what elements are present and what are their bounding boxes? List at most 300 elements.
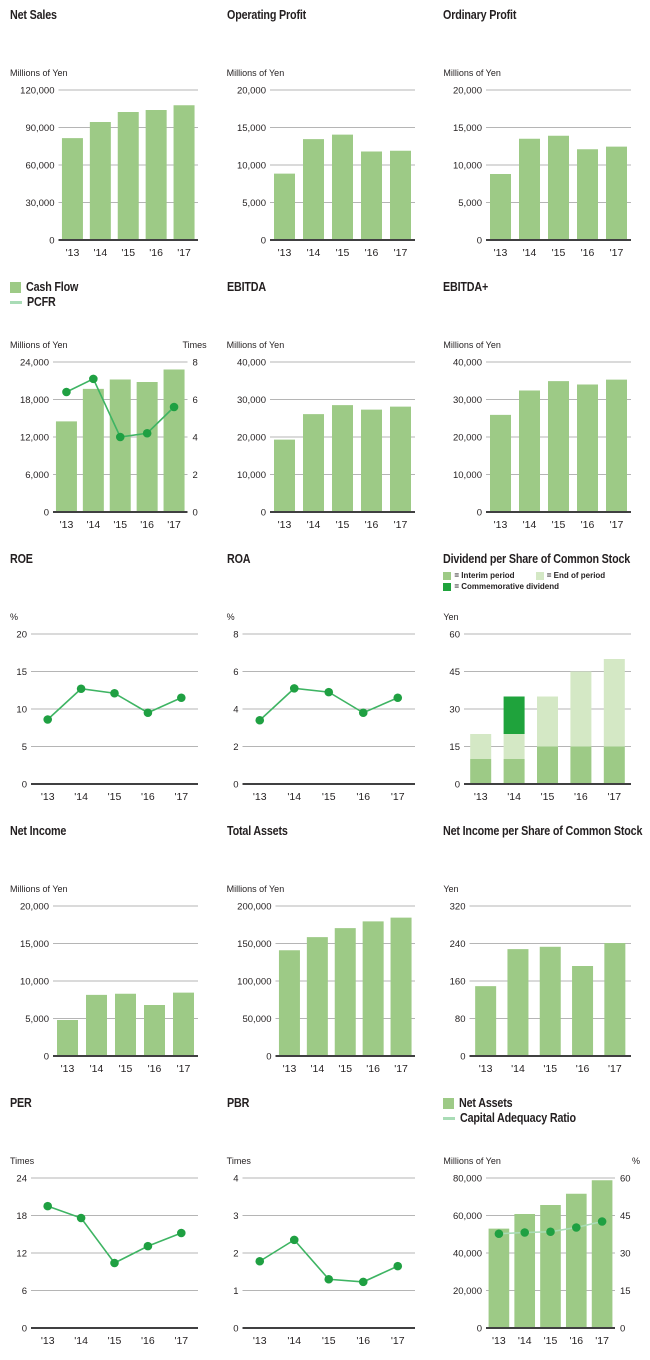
bar <box>606 380 627 512</box>
x-tick-label: '15 <box>321 1335 336 1347</box>
y-tick-label: 20,000 <box>453 1285 483 1297</box>
data-line <box>48 1206 182 1263</box>
data-point <box>177 1229 186 1238</box>
chart-canvas <box>443 356 639 536</box>
chart-canvas <box>10 84 206 264</box>
legend-item <box>536 570 640 581</box>
bar <box>548 381 569 512</box>
data-point <box>89 375 98 384</box>
bar <box>332 405 353 512</box>
y-tick-label: 15,000 <box>19 938 49 950</box>
legend-label: Capital Adequacy Ratio <box>460 1111 577 1125</box>
y-tick-label: 15,000 <box>453 122 483 134</box>
chart-title: Net Income per Share of Common Stock <box>443 824 643 838</box>
y2-tick-label: 8 <box>192 357 198 369</box>
chart-canvas <box>227 1172 423 1352</box>
x-tick-label: '16 <box>356 791 370 803</box>
y2-tick-label: 0 <box>192 507 198 519</box>
bar <box>577 149 598 240</box>
axis-unit-left: Millions of Yen <box>226 68 285 78</box>
x-tick-label: '15 <box>118 1063 133 1075</box>
y-tick-label: 20 <box>16 629 27 641</box>
data-point <box>572 1223 581 1232</box>
chart-dividend-per-share <box>433 544 650 816</box>
chart-canvas <box>10 1172 206 1352</box>
x-tick-label: '13 <box>493 247 508 259</box>
data-point <box>290 684 299 693</box>
x-tick-label: '13 <box>282 1063 296 1075</box>
data-point <box>393 693 402 702</box>
axis-units-row <box>227 884 424 895</box>
legend-label: Cash Flow <box>26 280 79 294</box>
axis-units-row <box>443 884 640 895</box>
chart-canvas <box>10 900 206 1080</box>
bar <box>118 112 139 240</box>
bar <box>86 995 107 1056</box>
x-tick-label: '13 <box>252 1335 267 1347</box>
axis-units-row <box>10 68 207 79</box>
x-tick-label: '16 <box>576 1063 590 1075</box>
bar-segment <box>571 672 592 747</box>
bar <box>390 151 411 240</box>
x-tick-label: '17 <box>393 247 407 259</box>
chart-canvas <box>227 628 423 808</box>
data-point <box>290 1236 299 1245</box>
y-tick-label: 100,000 <box>236 976 272 988</box>
legend-square-swatch-icon <box>536 572 544 580</box>
x-tick-label: '17 <box>174 1335 189 1347</box>
bar <box>475 986 496 1056</box>
legend-line-swatch-icon <box>443 1117 455 1120</box>
bar <box>110 380 131 513</box>
x-tick-label: '14 <box>74 791 88 803</box>
y-tick-label: 320 <box>449 901 466 913</box>
bar <box>274 174 295 240</box>
x-tick-label: '14 <box>86 519 101 531</box>
y-tick-label: 10 <box>16 704 27 716</box>
y-tick-label: 4 <box>232 1173 239 1185</box>
y-tick-label: 8 <box>232 629 239 641</box>
x-tick-label: '14 <box>306 247 320 259</box>
x-tick-label: '14 <box>522 247 537 259</box>
data-point <box>393 1262 402 1271</box>
axis-units-row <box>227 1156 424 1167</box>
x-tick-label: '17 <box>167 519 181 531</box>
x-tick-label: '14 <box>518 1335 532 1347</box>
bar <box>115 994 136 1056</box>
y-tick-label: 50,000 <box>242 1013 272 1025</box>
y-tick-label: 20,000 <box>453 85 483 97</box>
y-tick-label: 0 <box>232 779 239 791</box>
y-tick-label: 60 <box>449 629 461 641</box>
x-tick-label: '16 <box>580 519 595 531</box>
chart-canvas <box>443 84 639 264</box>
axis-unit-left: Millions of Yen <box>10 340 68 350</box>
x-tick-label: '14 <box>74 1335 88 1347</box>
y-tick-label: 0 <box>232 1323 239 1335</box>
chart-title: Ordinary Profit <box>443 8 517 22</box>
data-point <box>110 1259 119 1268</box>
bar <box>303 414 324 512</box>
y-tick-label: 0 <box>260 507 266 519</box>
axis-unit-left: Yen <box>443 612 459 622</box>
bar <box>548 136 569 240</box>
y2-tick-label: 0 <box>620 1323 626 1335</box>
x-tick-label: '14 <box>306 519 320 531</box>
chart-title: Dividend per Share of Common Stock <box>443 552 631 566</box>
data-point <box>177 693 186 702</box>
y-tick-label: 20,000 <box>236 85 266 97</box>
data-point <box>547 1227 556 1236</box>
axis-unit-left: Millions of Yen <box>10 884 68 894</box>
y-tick-label: 0 <box>477 235 483 247</box>
legend-square-swatch-icon <box>443 572 451 580</box>
x-tick-label: '13 <box>59 519 74 531</box>
bar <box>62 138 83 240</box>
y-tick-label: 1 <box>232 1285 239 1297</box>
chart-cash-flow-pcfr <box>0 272 217 544</box>
y-tick-label: 0 <box>43 1051 49 1063</box>
x-tick-label: '16 <box>141 1335 155 1347</box>
y-tick-label: 60,000 <box>25 160 55 172</box>
axis-units-row <box>10 612 207 623</box>
y-tick-label: 30,000 <box>25 197 55 209</box>
bar <box>390 407 411 512</box>
axis-units-row <box>227 68 424 79</box>
bar-segment <box>537 747 558 785</box>
chart-canvas <box>10 628 206 808</box>
y-tick-label: 40,000 <box>236 357 266 369</box>
x-tick-label: '15 <box>543 1335 558 1347</box>
x-tick-label: '16 <box>574 791 589 803</box>
y-tick-label: 3 <box>232 1210 239 1222</box>
y-tick-label: 10,000 <box>19 976 49 988</box>
chart-net-income <box>0 816 217 1088</box>
y-tick-label: 10,000 <box>453 160 483 172</box>
chart-operating-profit <box>217 0 434 272</box>
x-tick-label: '15 <box>338 1063 352 1075</box>
legend-label: = Interim period <box>454 571 515 580</box>
data-point <box>255 716 264 725</box>
x-tick-label: '14 <box>287 791 301 803</box>
bar-segment <box>504 697 525 735</box>
x-tick-label: '17 <box>609 247 624 259</box>
chart-canvas <box>227 900 423 1080</box>
y-tick-label: 24,000 <box>19 357 49 369</box>
y-tick-label: 20,000 <box>453 432 483 444</box>
legend-item <box>443 570 535 581</box>
x-tick-label: '17 <box>393 1063 408 1075</box>
y-tick-label: 0 <box>477 1323 483 1335</box>
x-tick-label: '14 <box>522 519 537 531</box>
bar <box>274 440 295 512</box>
x-tick-label: '16 <box>364 247 378 259</box>
x-tick-label: '14 <box>93 247 108 259</box>
legend-item <box>443 1111 640 1126</box>
y-tick-label: 10,000 <box>453 469 483 481</box>
legend-square-swatch-icon <box>443 1098 454 1109</box>
y-tick-label: 18 <box>16 1210 27 1222</box>
chart-title: Operating Profit <box>226 8 306 22</box>
y-tick-label: 60,000 <box>453 1210 483 1222</box>
x-tick-label: '13 <box>479 1063 493 1075</box>
data-point <box>521 1228 530 1237</box>
chart-canvas <box>443 1172 639 1352</box>
bar <box>361 410 382 512</box>
legend-label: = Commemorative dividend <box>454 582 560 591</box>
y2-tick-label: 4 <box>192 432 198 444</box>
x-tick-label: '13 <box>277 247 291 259</box>
bar <box>508 949 529 1056</box>
data-point <box>144 708 153 717</box>
chart-title: Total Assets <box>226 824 288 838</box>
y-tick-label: 0 <box>265 1051 272 1063</box>
bar-segment <box>504 759 525 784</box>
axis-units-row <box>10 340 207 351</box>
x-tick-label: '15 <box>335 247 349 259</box>
bar <box>174 105 195 240</box>
chart-total-assets <box>217 816 434 1088</box>
chart-canvas <box>227 356 423 536</box>
bar <box>541 1205 562 1328</box>
bar <box>137 382 158 512</box>
x-tick-label: '13 <box>60 1063 75 1075</box>
bar <box>307 937 328 1056</box>
x-tick-label: '13 <box>277 519 291 531</box>
axis-unit-left: % <box>226 612 235 622</box>
bar <box>519 391 540 513</box>
y-tick-label: 10,000 <box>236 160 266 172</box>
y-tick-label: 120,000 <box>20 85 55 97</box>
axis-units-row <box>443 1156 640 1167</box>
x-tick-label: '14 <box>287 1335 301 1347</box>
axis-unit-left: Yen <box>443 884 459 894</box>
legend-label: Net Assets <box>459 1096 513 1110</box>
axis-units-row <box>227 612 424 623</box>
x-tick-label: '17 <box>390 1335 405 1347</box>
axis-units-row <box>443 612 640 623</box>
bar <box>592 1180 613 1328</box>
x-tick-label: '16 <box>149 247 163 259</box>
y-tick-label: 2 <box>232 1248 239 1260</box>
x-tick-label: '17 <box>393 519 407 531</box>
x-tick-label: '16 <box>356 1335 370 1347</box>
chart-roa <box>217 544 434 816</box>
y-tick-label: 5,000 <box>241 197 266 209</box>
bar <box>490 415 511 512</box>
y-tick-label: 0 <box>260 235 266 247</box>
y-tick-label: 90,000 <box>25 122 55 134</box>
chart-net-sales <box>0 0 217 272</box>
y-tick-label: 0 <box>49 235 55 247</box>
bar <box>164 370 185 513</box>
bar <box>605 943 626 1056</box>
x-tick-label: '16 <box>580 247 595 259</box>
axis-unit-left: Times <box>10 1156 35 1166</box>
x-tick-label: '16 <box>140 519 154 531</box>
axis-unit-left: Millions of Yen <box>443 340 501 350</box>
x-tick-label: '15 <box>107 1335 122 1347</box>
y-tick-label: 15,000 <box>236 122 266 134</box>
legend-item <box>443 1096 640 1111</box>
data-point <box>359 1278 368 1287</box>
bar-segment <box>471 734 492 759</box>
bar <box>144 1005 165 1056</box>
y-tick-label: 20,000 <box>236 432 266 444</box>
y2-tick-label: 30 <box>620 1248 631 1260</box>
chart-canvas <box>227 84 423 264</box>
bar <box>572 966 593 1056</box>
legend-label: = End of period <box>546 571 606 580</box>
chart-canvas <box>10 356 206 536</box>
y2-tick-label: 15 <box>620 1285 631 1297</box>
y-tick-label: 80 <box>455 1013 466 1025</box>
bar <box>606 147 627 240</box>
y-tick-label: 0 <box>477 507 483 519</box>
axis-unit-left: % <box>10 612 19 622</box>
y-tick-label: 0 <box>460 1051 466 1063</box>
axis-unit-left: Millions of Yen <box>443 68 501 78</box>
axis-units-row <box>10 884 207 895</box>
y2-tick-label: 6 <box>192 394 198 406</box>
y-tick-label: 30 <box>449 704 461 716</box>
x-tick-label: '16 <box>569 1335 584 1347</box>
data-point <box>598 1217 607 1226</box>
data-point <box>324 1275 333 1284</box>
y-tick-label: 0 <box>43 507 49 519</box>
x-tick-label: '17 <box>607 791 622 803</box>
chart-ordinary-profit <box>433 0 650 272</box>
x-tick-label: '14 <box>511 1063 526 1075</box>
x-tick-label: '16 <box>364 519 378 531</box>
y-tick-label: 6 <box>21 1285 27 1297</box>
y-tick-label: 0 <box>21 779 27 791</box>
data-point <box>43 1202 52 1211</box>
y-tick-label: 4 <box>232 704 239 716</box>
bar <box>390 918 411 1056</box>
axis-unit-left: Millions of Yen <box>226 884 285 894</box>
x-tick-label: '13 <box>492 1335 507 1347</box>
y-tick-label: 12 <box>16 1248 27 1260</box>
chart-net-income-per-share <box>433 816 650 1088</box>
y-tick-label: 6,000 <box>25 469 49 481</box>
chart-canvas <box>443 900 639 1080</box>
y-tick-label: 150,000 <box>236 938 272 950</box>
bar-segment <box>471 759 492 784</box>
y2-tick-label: 60 <box>620 1173 631 1185</box>
y-tick-label: 15 <box>449 741 461 753</box>
data-point <box>43 715 52 724</box>
x-tick-label: '15 <box>551 519 566 531</box>
x-tick-label: '13 <box>493 519 508 531</box>
chart-title: PER <box>10 1096 32 1110</box>
bar <box>146 110 167 240</box>
data-point <box>77 684 86 693</box>
data-point <box>143 429 152 438</box>
bar <box>57 1020 78 1056</box>
y2-tick-label: 45 <box>620 1210 631 1222</box>
y-tick-label: 30,000 <box>236 394 266 406</box>
x-tick-label: '16 <box>147 1063 162 1075</box>
data-point <box>77 1214 86 1223</box>
x-tick-label: '17 <box>609 519 624 531</box>
bar <box>362 921 383 1056</box>
bar <box>332 135 353 240</box>
axis-unit-right: % <box>631 1156 640 1166</box>
chart-ebitda-plus <box>433 272 650 544</box>
y-tick-label: 6 <box>232 666 239 678</box>
bar <box>334 928 355 1056</box>
bar <box>83 389 104 512</box>
chart-title: Net Sales <box>10 8 57 22</box>
data-point <box>62 388 71 397</box>
bar <box>566 1194 587 1328</box>
legend-square-swatch-icon <box>10 282 21 293</box>
axis-units-row <box>10 1156 207 1167</box>
legend <box>443 570 640 592</box>
legend-item <box>10 280 207 295</box>
x-tick-label: '14 <box>310 1063 324 1075</box>
axis-units-row <box>443 340 640 351</box>
x-tick-label: '15 <box>335 519 349 531</box>
data-point <box>495 1229 504 1238</box>
y-tick-label: 15 <box>16 666 27 678</box>
bar-segment <box>604 747 625 785</box>
bar <box>490 174 511 240</box>
x-tick-label: '13 <box>40 1335 55 1347</box>
y-tick-label: 20,000 <box>19 901 49 913</box>
y-tick-label: 2 <box>232 741 239 753</box>
legend-item <box>10 295 207 310</box>
data-point <box>110 689 119 698</box>
chart-title: Net Income <box>10 824 67 838</box>
y-tick-label: 200,000 <box>236 901 272 913</box>
x-tick-label: '14 <box>507 791 522 803</box>
bar <box>361 152 382 241</box>
y-tick-label: 0 <box>21 1323 27 1335</box>
bar <box>577 385 598 513</box>
legend-square-swatch-icon <box>443 583 451 591</box>
y-tick-label: 24 <box>16 1173 27 1185</box>
chart-per <box>0 1088 217 1360</box>
chart-title: EBITDA+ <box>443 280 489 294</box>
y-tick-label: 18,000 <box>19 394 49 406</box>
x-tick-label: '15 <box>113 519 128 531</box>
x-tick-label: '17 <box>174 791 189 803</box>
bar <box>303 139 324 240</box>
data-point <box>116 433 125 442</box>
data-point <box>324 688 333 697</box>
x-tick-label: '13 <box>65 247 80 259</box>
axis-unit-left: Millions of Yen <box>443 1156 501 1166</box>
bar-segment <box>504 734 525 759</box>
x-tick-label: '15 <box>543 1063 558 1075</box>
x-tick-label: '15 <box>121 247 136 259</box>
y-tick-label: 30,000 <box>453 394 483 406</box>
chart-ebitda <box>217 272 434 544</box>
chart-title: ROE <box>10 552 33 566</box>
bar-segment <box>604 659 625 747</box>
y-tick-label: 40,000 <box>453 357 483 369</box>
chart-title: ROA <box>226 552 251 566</box>
y-tick-label: 45 <box>449 666 461 678</box>
data-point <box>144 1242 153 1251</box>
axis-units-row <box>443 68 640 79</box>
y-tick-label: 80,000 <box>453 1173 483 1185</box>
bar-segment <box>537 697 558 747</box>
data-point <box>359 708 368 717</box>
legend-item <box>443 581 640 592</box>
